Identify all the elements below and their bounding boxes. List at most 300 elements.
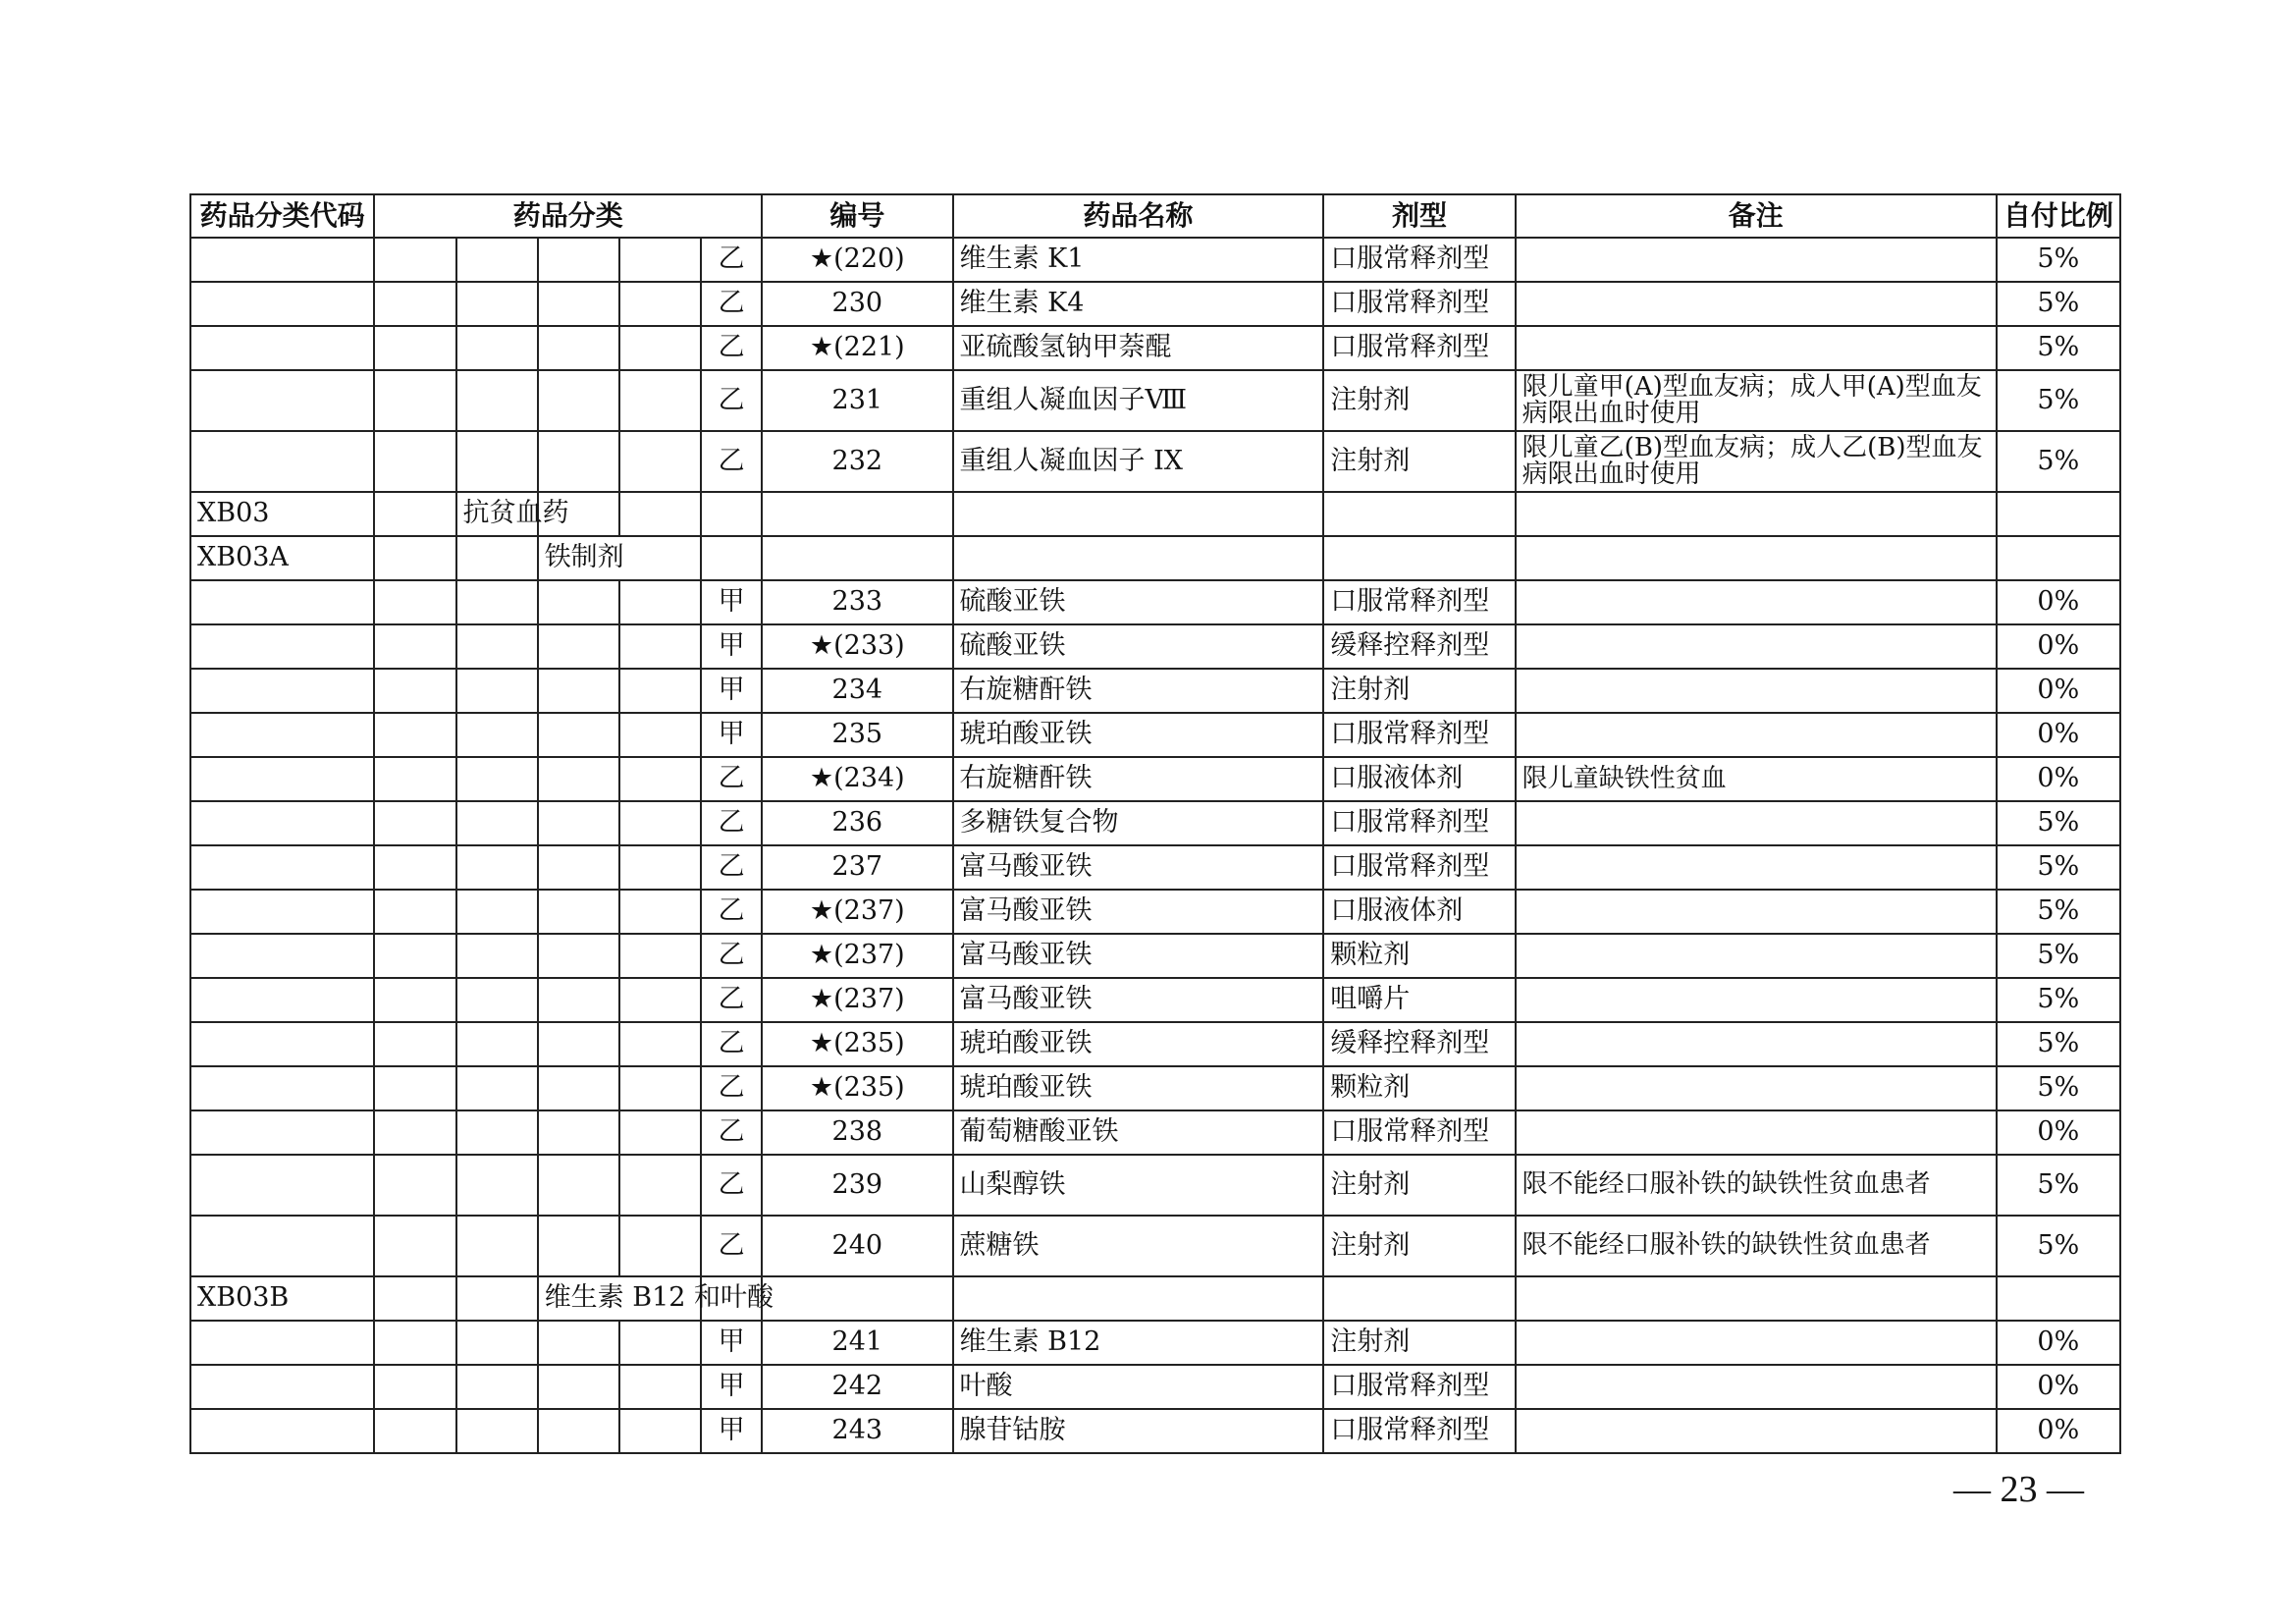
category-level-4-cell [619,669,701,713]
category-level-4-cell [619,370,701,431]
drug-name-cell: 富马酸亚铁 [953,845,1324,890]
category-level-2-cell [456,1022,538,1066]
ratio-cell: 5% [1997,370,2120,431]
dosage-form-cell: 注射剂 [1323,1216,1515,1276]
drug-name-cell: 富马酸亚铁 [953,890,1324,934]
category-level-1-cell [374,978,455,1022]
category-level-1-cell [374,1155,455,1216]
drug-name-cell: 叶酸 [953,1365,1324,1409]
drug-name-cell: 琥珀酸亚铁 [953,1022,1324,1066]
category-level-2-cell [456,536,538,580]
note-cell [1516,713,1997,757]
number-cell: 235 [762,713,952,757]
category-level-2-cell [456,713,538,757]
dosage-form-cell: 注射剂 [1323,1321,1515,1365]
drug-name-cell: 维生素 K1 [953,238,1324,282]
ratio-cell: 0% [1997,1110,2120,1155]
table-row [190,1022,2120,1066]
number-cell: 237 [762,845,952,890]
category-level-2-cell [456,1110,538,1155]
drug-name-cell: 重组人凝血因子Ⅷ [953,370,1324,431]
drug-name-cell: 富马酸亚铁 [953,978,1324,1022]
number-cell: ★(237) [762,934,952,978]
tier-cell [701,536,762,580]
category-level-1-cell [374,1365,455,1409]
category-level-1-cell [374,1409,455,1453]
note-cell [1516,580,1997,624]
drug-name-cell: 葡萄糖酸亚铁 [953,1110,1324,1155]
tier-cell: 乙 [701,1216,762,1276]
number-cell: 239 [762,1155,952,1216]
category-level-4-cell [619,1022,701,1066]
category-level-2-cell [456,1216,538,1276]
table-row [190,934,2120,978]
code-cell [190,1066,374,1110]
category-level-2-cell [456,1409,538,1453]
dosage-form-cell: 颗粒剂 [1323,1066,1515,1110]
code-cell [190,978,374,1022]
ratio-cell: 5% [1997,1066,2120,1110]
dosage-form-cell: 缓释控释剂型 [1323,624,1515,669]
number-cell: ★(233) [762,624,952,669]
number-cell: ★(220) [762,238,952,282]
number-cell: 230 [762,282,952,326]
category-level-3-cell [538,326,619,370]
number-cell: 234 [762,669,952,713]
dosage-form-cell: 咀嚼片 [1323,978,1515,1022]
category-level-2-cell [456,282,538,326]
ratio-cell [1997,492,2120,536]
form-cell [1323,1276,1515,1321]
table-row [190,978,2120,1022]
table-row [190,890,2120,934]
category-level-1-cell [374,282,455,326]
category-level-4-cell [619,934,701,978]
category-level-3-cell [538,1110,619,1155]
number-cell: 232 [762,431,952,492]
tier-cell: 甲 [701,1365,762,1409]
code-cell [190,238,374,282]
category-level-4-cell [619,431,701,492]
name-cell [953,492,1324,536]
number-cell [762,492,952,536]
table-row [190,1321,2120,1365]
number-cell: ★(235) [762,1022,952,1066]
header-code: 药品分类代码 [190,194,374,238]
category-level-2-cell [456,890,538,934]
category-level-4-cell [619,1216,701,1276]
dosage-form-cell: 注射剂 [1323,431,1515,492]
ratio-cell [1997,536,2120,580]
note-cell [1516,282,1997,326]
form-cell [1323,492,1515,536]
category-level-1-cell [374,890,455,934]
category-level-2-cell [456,1155,538,1216]
number-cell: ★(237) [762,890,952,934]
category-level-3-cell [538,934,619,978]
category-level-1-cell [374,757,455,801]
category-level-3-cell [538,1066,619,1110]
category-level-1-cell [374,370,455,431]
table-header-row [190,194,2120,238]
category-level-1-cell [374,1066,455,1110]
tier-cell: 乙 [701,1155,762,1216]
category-level-3-cell [538,370,619,431]
dosage-form-cell: 口服常释剂型 [1323,713,1515,757]
category-level-3-cell [538,580,619,624]
note-cell [1516,326,1997,370]
note-cell [1516,1365,1997,1409]
category-level-3-cell [538,978,619,1022]
category-label-cell: 维生素 B12 和叶酸 [538,1276,701,1321]
code-cell [190,326,374,370]
code-cell [190,934,374,978]
tier-cell: 甲 [701,624,762,669]
code-cell [190,757,374,801]
category-level-2-cell [456,624,538,669]
category-level-4-cell [619,326,701,370]
category-level-3-cell [538,1409,619,1453]
form-cell [1323,536,1515,580]
category-level-1-cell [374,845,455,890]
category-level-1-cell [374,934,455,978]
table-row [190,282,2120,326]
number-cell: ★(234) [762,757,952,801]
number-cell: 242 [762,1365,952,1409]
number-cell: 233 [762,580,952,624]
table-row [190,713,2120,757]
category-level-4-cell [619,1066,701,1110]
drug-name-cell: 山梨醇铁 [953,1155,1324,1216]
dosage-form-cell: 口服常释剂型 [1323,282,1515,326]
ratio-cell: 0% [1997,757,2120,801]
number-cell [762,1276,952,1321]
category-level-4-cell [619,238,701,282]
dosage-form-cell: 缓释控释剂型 [1323,1022,1515,1066]
dosage-form-cell: 口服常释剂型 [1323,1110,1515,1155]
category-level-3-cell [538,238,619,282]
table-row [190,845,2120,890]
drug-name-cell: 硫酸亚铁 [953,624,1324,669]
note-cell: 限不能经口服补铁的缺铁性贫血患者 [1516,1155,1997,1216]
note-cell [1516,536,1997,580]
name-cell [953,1276,1324,1321]
ratio-cell: 5% [1997,326,2120,370]
table-row [190,580,2120,624]
dosage-form-cell: 颗粒剂 [1323,934,1515,978]
number-cell: 231 [762,370,952,431]
category-level-4-cell [619,801,701,845]
ratio-cell: 5% [1997,1155,2120,1216]
category-level-3-cell [538,669,619,713]
table-row [190,326,2120,370]
ratio-cell: 0% [1997,1365,2120,1409]
category-label-cell: 铁制剂 [538,536,701,580]
drug-name-cell: 维生素 B12 [953,1321,1324,1365]
category-row [190,1276,2120,1321]
category-level-3-cell [538,1321,619,1365]
category-level-4-cell [619,624,701,669]
code-cell [190,624,374,669]
note-cell [1516,238,1997,282]
header-ratio: 自付比例 [1997,194,2120,238]
name-cell [953,536,1324,580]
ratio-cell: 5% [1997,978,2120,1022]
category-level-4-cell [619,1321,701,1365]
category-level-1-cell [374,492,455,536]
dosage-form-cell: 注射剂 [1323,669,1515,713]
note-cell: 限儿童缺铁性贫血 [1516,757,1997,801]
note-cell: 限儿童乙(B)型血友病；成人乙(B)型血友病限出血时使用 [1516,431,1997,492]
tier-cell: 乙 [701,978,762,1022]
code-cell [190,845,374,890]
ratio-cell: 5% [1997,431,2120,492]
table-row [190,757,2120,801]
category-label-cell: 抗贫血药 [456,492,538,536]
category-level-4-cell [619,978,701,1022]
note-cell [1516,890,1997,934]
category-level-1-cell [374,669,455,713]
dosage-form-cell: 口服常释剂型 [1323,1409,1515,1453]
category-level-4-cell [619,845,701,890]
drug-name-cell: 多糖铁复合物 [953,801,1324,845]
category-level-3-cell [538,713,619,757]
header-note: 备注 [1516,194,1997,238]
number-cell: 241 [762,1321,952,1365]
note-cell [1516,1066,1997,1110]
tier-cell: 乙 [701,1066,762,1110]
category-level-1-cell [374,713,455,757]
number-cell: ★(235) [762,1066,952,1110]
drug-name-cell: 蔗糖铁 [953,1216,1324,1276]
category-row [190,492,2120,536]
category-level-1-cell [374,580,455,624]
code-cell [190,1110,374,1155]
number-cell: 236 [762,801,952,845]
number-cell: ★(221) [762,326,952,370]
drug-name-cell: 亚硫酸氢钠甲萘醌 [953,326,1324,370]
code-cell [190,282,374,326]
ratio-cell: 0% [1997,713,2120,757]
number-cell [762,536,952,580]
category-level-3-cell [538,431,619,492]
code-cell [190,1409,374,1453]
tier-cell: 乙 [701,431,762,492]
category-level-2-cell [456,801,538,845]
header-form: 剂型 [1323,194,1515,238]
category-row [190,536,2120,580]
category-level-3-cell [538,1022,619,1066]
tier-cell: 乙 [701,1022,762,1066]
category-level-2-cell [456,370,538,431]
category-level-1-cell [374,431,455,492]
note-cell [1516,1276,1997,1321]
category-level-2-cell [456,757,538,801]
category-level-3-cell [538,1155,619,1216]
dosage-form-cell: 口服常释剂型 [1323,238,1515,282]
code-cell [190,890,374,934]
note-cell [1516,845,1997,890]
category-level-3-cell [538,624,619,669]
category-level-3-cell [538,890,619,934]
dosage-form-cell: 口服常释剂型 [1323,580,1515,624]
code-cell [190,1321,374,1365]
note-cell [1516,1110,1997,1155]
table-body [190,238,2120,1453]
code-cell [190,801,374,845]
code-cell [190,1216,374,1276]
category-level-4-cell [619,1365,701,1409]
tier-cell: 乙 [701,370,762,431]
dosage-form-cell: 注射剂 [1323,370,1515,431]
tier-cell [701,492,762,536]
ratio-cell: 5% [1997,238,2120,282]
ratio-cell: 5% [1997,1216,2120,1276]
drug-name-cell: 富马酸亚铁 [953,934,1324,978]
category-level-2-cell [456,978,538,1022]
ratio-cell: 0% [1997,669,2120,713]
category-level-2-cell [456,431,538,492]
dosage-form-cell: 口服液体剂 [1323,757,1515,801]
table-row [190,1110,2120,1155]
code-cell [190,669,374,713]
tier-cell: 乙 [701,757,762,801]
tier-cell: 乙 [701,890,762,934]
category-level-3-cell [538,757,619,801]
note-cell [1516,669,1997,713]
drug-name-cell: 琥珀酸亚铁 [953,713,1324,757]
category-level-2-cell [456,669,538,713]
drug-name-cell: 腺苷钴胺 [953,1409,1324,1453]
header-name: 药品名称 [953,194,1324,238]
ratio-cell: 0% [1997,1321,2120,1365]
tier-cell: 乙 [701,282,762,326]
category-level-3-cell [538,845,619,890]
tier-cell: 甲 [701,580,762,624]
note-cell [1516,624,1997,669]
category-code-cell: XB03A [190,536,374,580]
table-row [190,1066,2120,1110]
note-cell [1516,1022,1997,1066]
tier-cell: 乙 [701,845,762,890]
ratio-cell [1997,1276,2120,1321]
dosage-form-cell: 注射剂 [1323,1155,1515,1216]
category-level-2-cell [456,934,538,978]
dosage-form-cell: 口服常释剂型 [1323,1365,1515,1409]
table-row [190,669,2120,713]
table-row [190,1365,2120,1409]
code-cell [190,1155,374,1216]
note-cell [1516,978,1997,1022]
category-level-1-cell [374,326,455,370]
tier-cell: 乙 [701,238,762,282]
ratio-cell: 0% [1997,624,2120,669]
table-row [190,624,2120,669]
page-number: — 23 — [1953,1469,2084,1510]
table-row [190,370,2120,431]
tier-cell: 乙 [701,801,762,845]
header-number: 编号 [762,194,952,238]
table-row [190,1155,2120,1216]
category-level-4-cell [619,757,701,801]
dosage-form-cell: 口服常释剂型 [1323,801,1515,845]
category-level-1-cell [374,624,455,669]
tier-cell: 乙 [701,1110,762,1155]
code-cell [190,1365,374,1409]
code-cell [190,580,374,624]
table-row [190,1409,2120,1453]
tier-cell: 乙 [701,934,762,978]
number-cell: 238 [762,1110,952,1155]
ratio-cell: 5% [1997,1022,2120,1066]
category-level-2-cell [456,845,538,890]
code-cell [190,713,374,757]
code-cell [190,370,374,431]
tier-cell: 甲 [701,713,762,757]
table-row [190,238,2120,282]
tier-cell: 甲 [701,1321,762,1365]
category-level-1-cell [374,1022,455,1066]
table-row [190,1216,2120,1276]
category-level-3-cell [538,801,619,845]
dosage-form-cell: 口服常释剂型 [1323,326,1515,370]
note-cell [1516,934,1997,978]
code-cell [190,431,374,492]
category-level-4-cell [619,492,701,536]
category-level-2-cell [456,238,538,282]
category-level-1-cell [374,536,455,580]
category-level-1-cell [374,1110,455,1155]
category-level-2-cell [456,326,538,370]
category-level-1-cell [374,1321,455,1365]
note-cell: 限不能经口服补铁的缺铁性贫血患者 [1516,1216,1997,1276]
category-level-3-cell [538,1365,619,1409]
category-level-2-cell [456,1276,538,1321]
header-category: 药品分类 [374,194,762,238]
ratio-cell: 5% [1997,801,2120,845]
dosage-form-cell: 口服液体剂 [1323,890,1515,934]
category-level-4-cell [619,1409,701,1453]
category-level-4-cell [619,580,701,624]
table-row [190,801,2120,845]
ratio-cell: 5% [1997,282,2120,326]
category-level-4-cell [619,1110,701,1155]
number-cell: ★(237) [762,978,952,1022]
drug-name-cell: 维生素 K4 [953,282,1324,326]
note-cell [1516,1409,1997,1453]
category-code-cell: XB03B [190,1276,374,1321]
drug-name-cell: 右旋糖酐铁 [953,757,1324,801]
ratio-cell: 5% [1997,845,2120,890]
ratio-cell: 5% [1997,934,2120,978]
tier-cell: 甲 [701,669,762,713]
code-cell [190,1022,374,1066]
number-cell: 243 [762,1409,952,1453]
number-cell: 240 [762,1216,952,1276]
note-cell [1516,1321,1997,1365]
category-level-4-cell [619,713,701,757]
category-level-1-cell [374,1216,455,1276]
drug-name-cell: 重组人凝血因子 IX [953,431,1324,492]
dosage-form-cell: 口服常释剂型 [1323,845,1515,890]
ratio-cell: 0% [1997,580,2120,624]
category-level-4-cell [619,1155,701,1216]
category-level-4-cell [619,890,701,934]
category-level-2-cell [456,1365,538,1409]
tier-cell: 甲 [701,1409,762,1453]
note-cell: 限儿童甲(A)型血友病；成人甲(A)型血友病限出血时使用 [1516,370,1997,431]
category-level-4-cell [619,282,701,326]
